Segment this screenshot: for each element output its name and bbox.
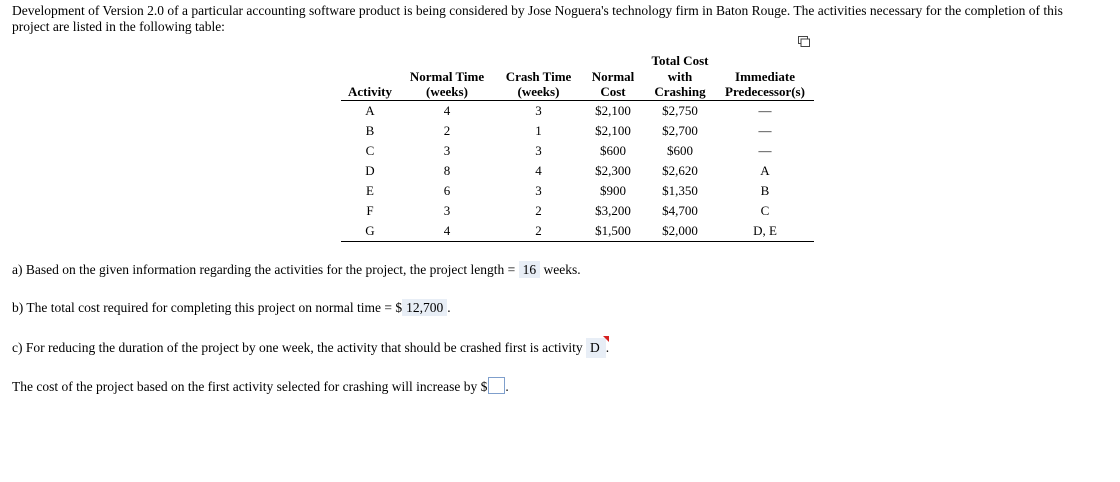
cell-crash-time: 2 (535, 202, 542, 218)
answer-a-field[interactable]: 16 (519, 261, 541, 278)
currency-symbol: $ (395, 300, 403, 315)
question-d-text: The cost of the project based on the first activity selected for crashing will increase by $ (12, 379, 488, 394)
question-b (12, 299, 451, 317)
cell-predecessor: C (760, 202, 770, 218)
question-b-suffix: . (447, 300, 451, 315)
cell-normal-time: 2 (443, 122, 451, 138)
table-row (341, 221, 814, 242)
cell-normal-time: 4 (443, 102, 451, 118)
cell-crash-time: 4 (535, 162, 542, 178)
question-a-suffix: weeks. (543, 262, 581, 277)
cell-total-cost: $2,000 (644, 221, 716, 242)
cell-activity: C (365, 142, 375, 158)
cell-total-cost: $1,350 (662, 182, 698, 198)
cell-activity: A (365, 102, 375, 118)
cell-normal-cost: $600 (600, 142, 626, 158)
copy-icon[interactable] (798, 36, 810, 47)
question-d (12, 377, 509, 396)
table-row (341, 141, 814, 161)
cell-total-cost: $600 (667, 142, 693, 158)
table-row (341, 121, 814, 141)
cell-predecessor: A (760, 162, 770, 178)
cell-normal-cost: $3,200 (595, 202, 631, 218)
activity-table (341, 53, 814, 242)
cell-activity: E (366, 182, 374, 198)
header-activity: Activity (341, 53, 399, 100)
answer-c-value: D (589, 340, 600, 355)
cell-normal-time: 6 (443, 182, 451, 198)
cell-crash-time: 3 (535, 102, 542, 118)
cell-total-cost: $2,750 (662, 102, 698, 118)
header-total-cost: Total Cost with Crashing (644, 53, 716, 100)
question-c (12, 338, 609, 358)
cell-normal-cost: $2,300 (595, 162, 631, 178)
cell-total-cost: $2,700 (662, 122, 698, 138)
cell-normal-cost: $1,500 (582, 221, 644, 242)
cell-normal-cost: $900 (600, 182, 626, 198)
cell-normal-cost: $2,100 (595, 102, 631, 118)
cell-normal-cost: $2,100 (595, 122, 631, 138)
table-row (341, 201, 814, 221)
table-row (341, 181, 814, 201)
problem-intro: Development of Version 2.0 of a particular accounting software product is being considered by Jose Noguera's technology firm in Baton Rouge. The activities necessary for the completion of this project are listed in the following table: (12, 3, 1063, 34)
cell-predecessor: B (760, 182, 770, 198)
answer-d-input[interactable] (488, 377, 505, 394)
cell-predecessor: — (758, 102, 772, 118)
answer-b-field[interactable]: 12,700 (402, 299, 447, 316)
cell-predecessor: D, E (716, 221, 814, 242)
question-a (12, 261, 581, 279)
table-header-row (341, 53, 814, 100)
cell-normal-time: 3 (443, 142, 451, 158)
header-crash-time: Crash Time (weeks) (495, 53, 582, 100)
cell-normal-time: 4 (399, 221, 495, 242)
answer-c-dropdown[interactable] (586, 338, 606, 358)
cell-crash-time: 2 (495, 221, 582, 242)
question-c-suffix: . (605, 340, 610, 355)
question-c-text: c) For reducing the duration of the project by one week, the activity that should be crashed first is activity (12, 340, 583, 355)
question-d-suffix: . (505, 379, 509, 394)
cell-crash-time: 1 (535, 122, 542, 138)
cell-normal-time: 3 (443, 202, 451, 218)
equals-sign: = (384, 300, 393, 315)
cell-activity: D (365, 162, 375, 178)
cell-predecessor: — (758, 122, 772, 138)
cell-crash-time: 3 (535, 182, 542, 198)
cell-crash-time: 3 (535, 142, 542, 158)
cell-activity: G (341, 221, 399, 242)
header-normal-time: Normal Time (weeks) (399, 53, 495, 100)
table-row (341, 100, 814, 121)
question-b-text: b) The total cost required for completing this project on normal time (12, 300, 382, 315)
cell-normal-time: 8 (443, 162, 451, 178)
cell-activity: F (366, 202, 374, 218)
cell-activity: B (365, 122, 375, 138)
header-predecessors: Immediate Predecessor(s) (716, 53, 814, 100)
cell-total-cost: $4,700 (662, 202, 698, 218)
dropdown-flag-icon (603, 336, 609, 342)
cell-total-cost: $2,620 (662, 162, 698, 178)
table-row (341, 161, 814, 181)
cell-predecessor: — (758, 142, 772, 158)
question-a-text: a) Based on the given information regarding the activities for the project, the project length (12, 262, 505, 277)
header-normal-cost: Normal Cost (582, 53, 644, 100)
equals-sign: = (507, 262, 516, 277)
